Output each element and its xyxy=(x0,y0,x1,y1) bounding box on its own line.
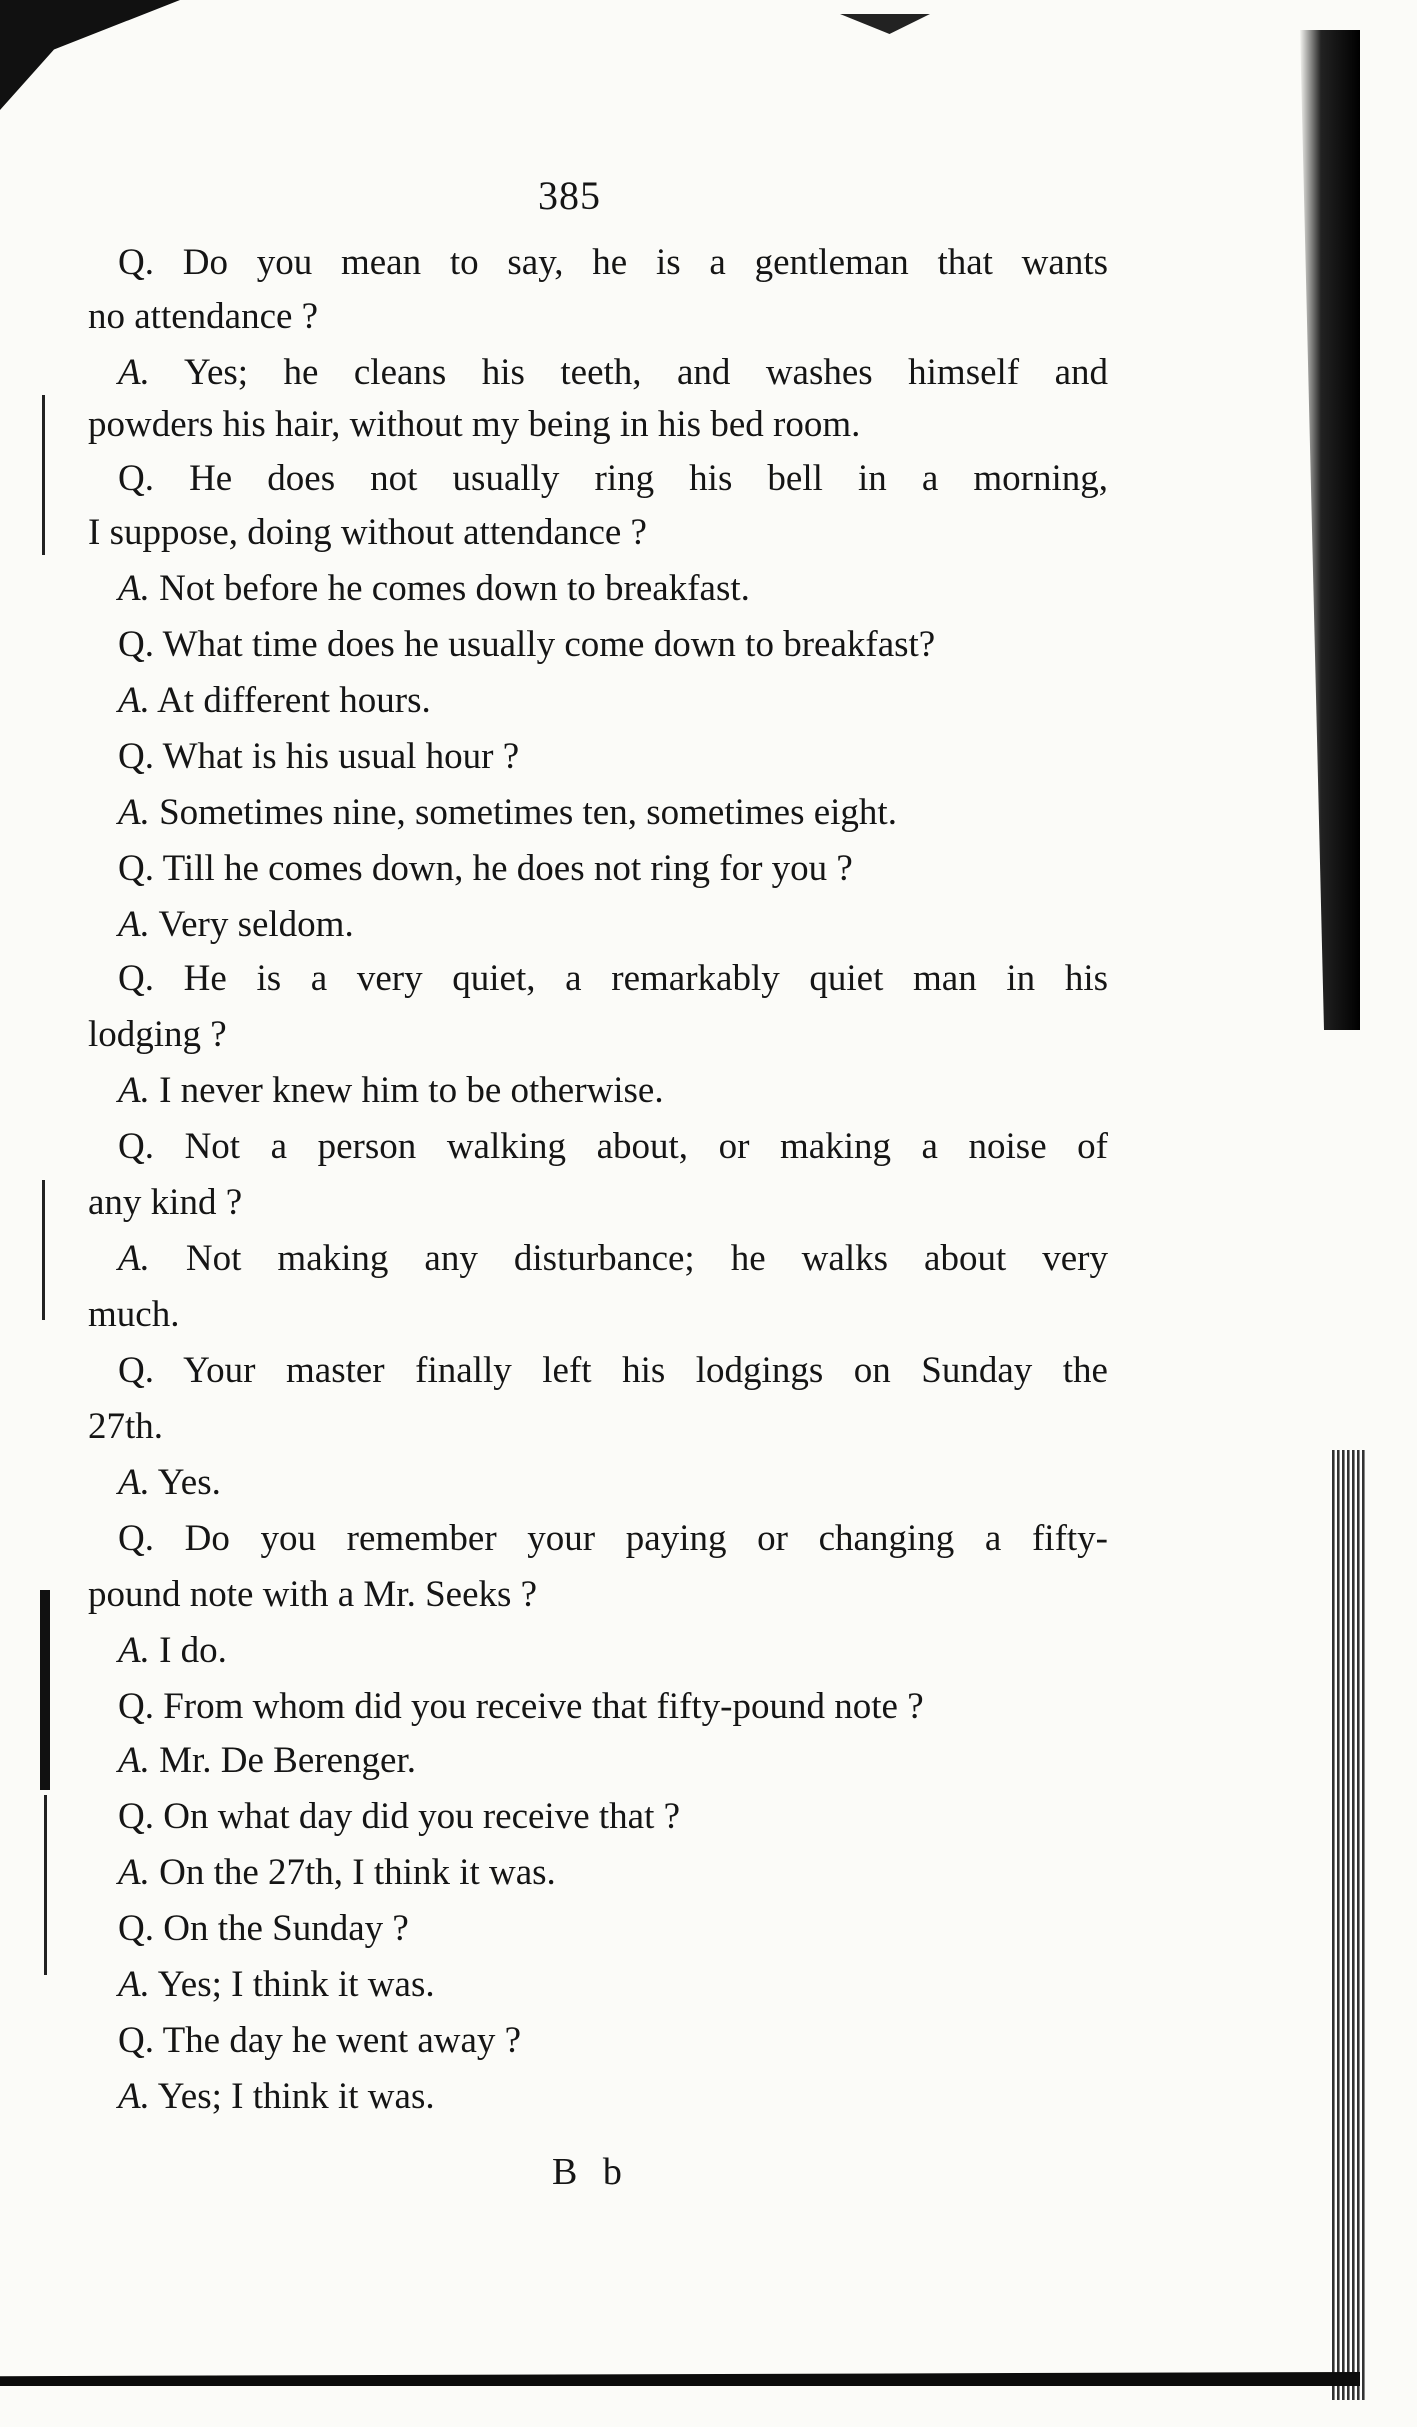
book-spine-edge xyxy=(1330,1450,1365,2400)
text-line xyxy=(118,2020,1108,2062)
text-line xyxy=(118,904,1108,946)
line-text: The day he went away ? xyxy=(162,2020,522,2061)
line-text: Yes; I think it was. xyxy=(157,1964,435,2005)
text-line xyxy=(118,1350,1108,1392)
line-text: Your master finally left his lodgings on Sunday the xyxy=(183,1350,1108,1391)
text-line xyxy=(118,680,1108,722)
answer-marker: A. xyxy=(118,1630,150,1671)
question-marker: Q. xyxy=(118,848,154,889)
scan-bottom-edge xyxy=(0,2372,1360,2386)
answer-marker: A. xyxy=(118,568,150,609)
line-text: Do you mean to say, he is a gentleman that wants xyxy=(182,242,1109,283)
text-line xyxy=(118,1238,1108,1280)
line-text: Mr. De Berenger. xyxy=(159,1740,416,1781)
question-marker: Q. xyxy=(118,1126,154,1167)
question-marker: Q. xyxy=(118,1518,154,1559)
line-text: Do you remember your paying or changing a fifty- xyxy=(184,1518,1108,1559)
ink-smudge xyxy=(840,14,930,34)
question-marker: Q. xyxy=(118,1796,154,1837)
text-line xyxy=(118,1518,1108,1560)
line-text: Very seldom. xyxy=(158,904,354,945)
text-line xyxy=(88,1406,1108,1448)
line-text: At different hours. xyxy=(157,680,431,721)
question-marker: Q. xyxy=(118,1350,154,1391)
text-line xyxy=(118,1852,1108,1894)
question-marker: Q. xyxy=(118,958,154,999)
line-text: Yes; I think it was. xyxy=(157,2076,435,2117)
margin-mark xyxy=(44,1795,47,1975)
text-line xyxy=(118,958,1108,1000)
line-text: On what day did you receive that ? xyxy=(163,1796,681,1837)
line-text: Not a person walking about, or making a noise of xyxy=(184,1126,1109,1167)
line-text: I do. xyxy=(159,1630,227,1671)
text-line xyxy=(118,1686,1108,1728)
question-marker: Q. xyxy=(118,1686,154,1727)
question-marker: Q. xyxy=(118,458,154,499)
text-line xyxy=(118,736,1108,778)
text-line xyxy=(88,1014,1108,1056)
answer-marker: A. xyxy=(118,2076,150,2117)
answer-marker: A. xyxy=(118,352,150,393)
line-text: Yes; he cleans his teeth, and washes himself and xyxy=(183,352,1108,393)
scan-corner-shadow xyxy=(0,0,180,110)
line-text: What is his usual hour ? xyxy=(162,736,520,777)
margin-mark xyxy=(42,1180,45,1320)
line-text: From whom did you receive that fifty-pound note ? xyxy=(163,1686,924,1727)
line-text: 27th. xyxy=(88,1406,164,1447)
line-text: lodging ? xyxy=(88,1014,227,1055)
text-line xyxy=(118,792,1108,834)
question-marker: Q. xyxy=(118,624,154,665)
line-text: I never knew him to be otherwise. xyxy=(159,1070,664,1111)
text-line xyxy=(118,1964,1108,2006)
line-text: He does not usually ring his bell in a morning, xyxy=(189,458,1108,499)
line-text: Yes. xyxy=(157,1462,221,1503)
line-text: On the Sunday ? xyxy=(163,1908,409,1949)
line-text: Not before he comes down to breakfast. xyxy=(159,568,750,609)
line-text: powders his hair, without my being in his bed room. xyxy=(88,404,861,445)
text-line xyxy=(118,1796,1108,1838)
question-marker: Q. xyxy=(118,242,154,283)
question-marker: Q. xyxy=(118,2020,154,2061)
line-text: I suppose, doing without attendance ? xyxy=(88,512,647,553)
text-line xyxy=(118,1630,1108,1672)
answer-marker: A. xyxy=(118,792,150,833)
text-line xyxy=(88,404,1108,446)
line-text: much. xyxy=(88,1294,180,1335)
text-line xyxy=(118,2076,1108,2118)
book-spine-shadow xyxy=(1300,30,1360,1030)
line-text: Not making any disturbance; he walks about very xyxy=(185,1238,1109,1279)
question-marker: Q. xyxy=(118,1908,154,1949)
line-text: He is a very quiet, a remarkably quiet man in his xyxy=(183,958,1109,999)
signature-mark: B b xyxy=(552,2151,630,2193)
text-line xyxy=(88,1294,1108,1336)
line-text: any kind ? xyxy=(88,1182,243,1223)
text-line xyxy=(118,568,1108,610)
answer-marker: A. xyxy=(118,1740,150,1781)
answer-marker: A. xyxy=(118,680,150,721)
text-line xyxy=(118,242,1108,284)
text-line xyxy=(118,1908,1108,1950)
line-text: On the 27th, I think it was. xyxy=(159,1852,556,1893)
text-line xyxy=(118,1462,1108,1504)
page-number: 385 xyxy=(538,173,601,218)
text-line xyxy=(118,624,1108,666)
line-text: Sometimes nine, sometimes ten, sometimes eight. xyxy=(159,792,897,833)
text-line xyxy=(118,352,1108,394)
text-line xyxy=(118,1126,1108,1168)
line-text: What time does he usually come down to breakfast? xyxy=(162,624,936,665)
margin-mark xyxy=(42,395,45,555)
margin-mark xyxy=(40,1590,50,1790)
line-text: Till he comes down, he does not ring for you ? xyxy=(162,848,853,889)
text-line xyxy=(88,1182,1108,1224)
answer-marker: A. xyxy=(118,1070,150,1111)
line-text: pound note with a Mr. Seeks ? xyxy=(88,1574,538,1615)
text-line xyxy=(118,1070,1108,1112)
text-line xyxy=(88,1574,1108,1616)
text-line xyxy=(88,512,1108,554)
answer-marker: A. xyxy=(118,1238,150,1279)
text-line xyxy=(118,848,1108,890)
answer-marker: A. xyxy=(118,1852,150,1893)
line-text: no attendance ? xyxy=(88,296,319,337)
answer-marker: A. xyxy=(118,1964,150,2005)
answer-marker: A. xyxy=(118,1462,150,1503)
answer-marker: A. xyxy=(118,904,150,945)
text-line xyxy=(118,458,1108,500)
text-line xyxy=(88,296,1108,338)
question-marker: Q. xyxy=(118,736,154,777)
text-line xyxy=(118,1740,1108,1782)
